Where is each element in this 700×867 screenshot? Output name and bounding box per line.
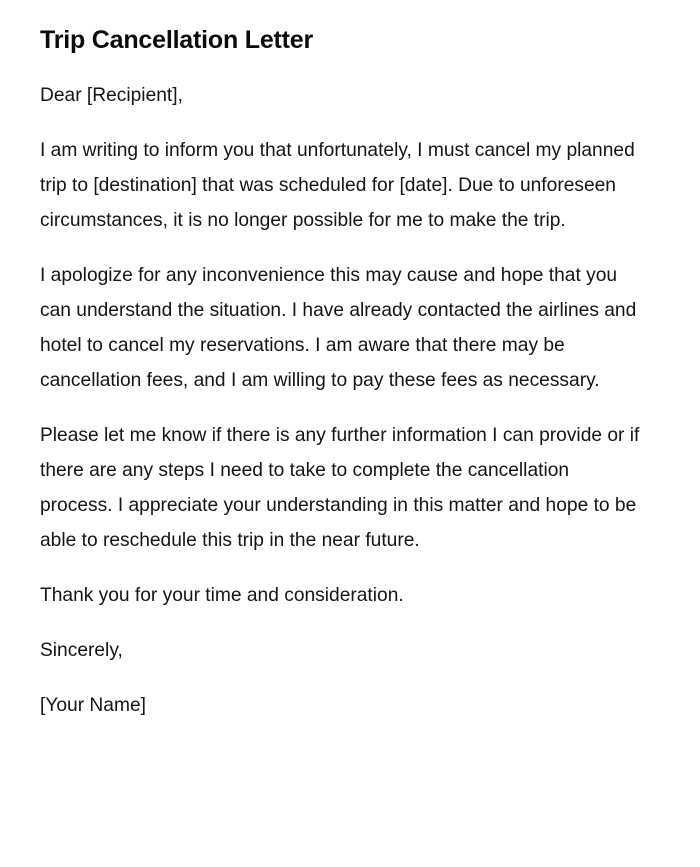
letter-title: Trip Cancellation Letter [40,26,314,54]
letter-signature: [Your Name] [40,695,146,716]
letter-paragraph-1: I am writing to inform you that unfortunately, I must cancel my planned trip to [destination] that was scheduled for [date]. Due to unforeseen circumstances, it is no longer possible for me to make the trip. [40,140,635,231]
letter-closing: Sincerely, [40,640,123,661]
letter-paragraph-2: I apologize for any inconvenience this may cause and hope that you can understand the situation. I have already contacted the airlines and hotel to cancel my reservations. I am aware that there may be cancellation fees, and I am willing to pay these fees as necessary. [40,265,637,391]
letter-document [40,22,646,743]
letter-paragraph-4: Thank you for your time and consideration. [40,585,404,606]
letter-greeting: Dear [Recipient], [40,85,183,106]
letter-paragraph-3: Please let me know if there is any further information I can provide or if there are any steps I need to take to complete the cancellation process. I appreciate your understanding in this matter and hope to be able to reschedule this trip in the near future. [40,425,640,551]
